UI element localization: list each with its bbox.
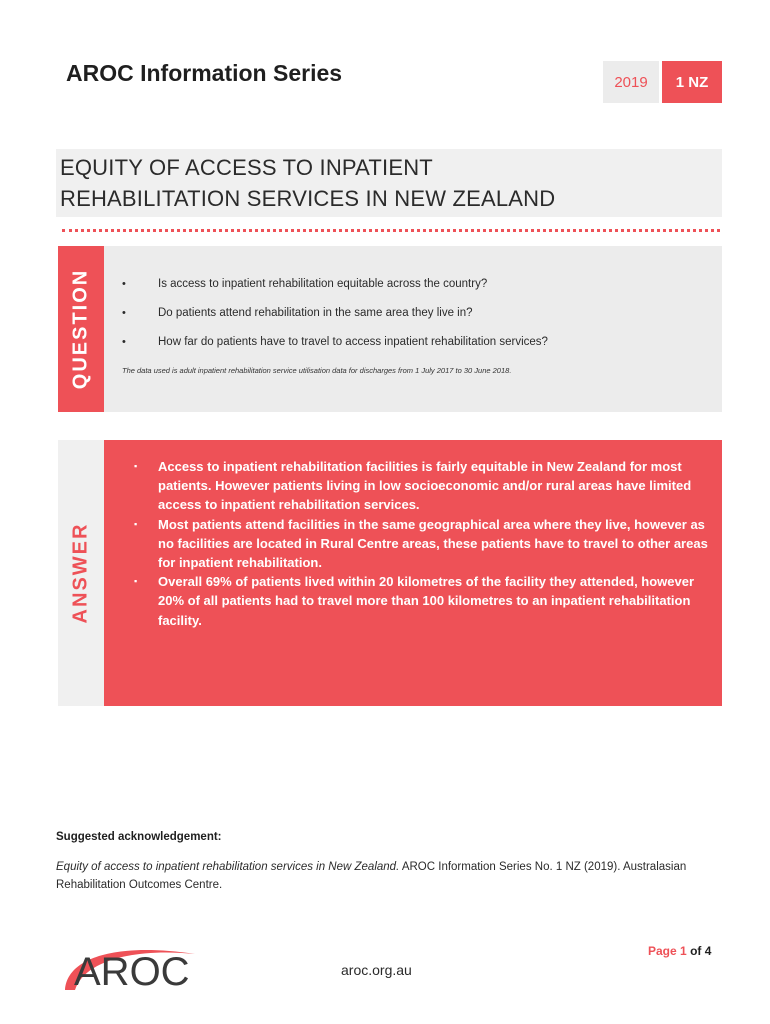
question-item [120,276,548,305]
answer-label: ANSWER [69,522,92,624]
bullet-icon: • [122,307,126,319]
question-label: QUESTION [69,268,92,390]
answer-text: Access to inpatient rehabilitation facilities is fairly equitable in New Zealand for most patients. However patients living in low socioeconomic and/or rural areas have limited access to inpatient rehabilitation services. [158,459,692,513]
page-title [56,149,722,217]
page-total: of 4 [690,944,712,958]
answer-list [128,457,708,630]
acknowledgement-text [56,858,718,894]
question-text: Do patients attend rehabilitation in the same area they live in? [158,307,473,319]
issue-badge: 1 NZ [662,61,722,103]
year-badge: 2019 [603,61,659,103]
page-number [648,944,711,958]
question-list [120,276,548,363]
data-note: The data used is adult inpatient rehabilitation service utilisation data for discharges from 1 July 2017 to 30 June 2018. [122,366,512,375]
question-item [120,305,548,334]
square-bullet-icon: ▪ [134,461,138,471]
acknowledgement-citation: AROC Information Series No. 1 NZ (2019). Australasian Rehabilitation Outcomes Centre. [56,861,687,891]
page-prefix: Page [648,944,677,958]
acknowledgement-title: Equity of access to inpatient rehabilitation services in New Zealand. [56,861,400,873]
aroc-logo-text: AROC [74,950,190,994]
question-text: How far do patients have to travel to access inpatient rehabilitation services? [158,336,548,348]
answer-item [128,515,708,573]
dotted-divider [62,229,720,232]
square-bullet-icon: ▪ [134,576,138,587]
square-bullet-icon: ▪ [134,518,138,529]
website-url: aroc.org.au [341,962,412,978]
page-title-line-2: REHABILITATION SERVICES IN NEW ZEALAND [60,186,556,211]
page-title-line-1: EQUITY OF ACCESS TO INPATIENT [60,155,433,180]
answer-item [128,572,708,630]
question-item [120,334,548,363]
bullet-icon: • [122,278,126,290]
acknowledgement-heading: Suggested acknowledgement: [56,831,222,843]
answer-text: Most patients attend facilities in the same geographical area where they live, however as no facilities are located in Rural Centre areas, these patients have to travel to other areas for inpatient rehabilitation. [158,516,708,571]
series-title: AROC Information Series [66,60,343,86]
question-text: Is access to inpatient rehabilitation equitable across the country? [158,278,488,290]
bullet-icon: • [122,336,126,348]
page-current: 1 [680,944,687,958]
answer-item [128,457,708,515]
answer-text: Overall 69% of patients lived within 20 kilometres of the facility they attended, however 20% of all patients had to travel more than 100 kilometres to an inpatient rehabilitation facility. [158,574,695,628]
